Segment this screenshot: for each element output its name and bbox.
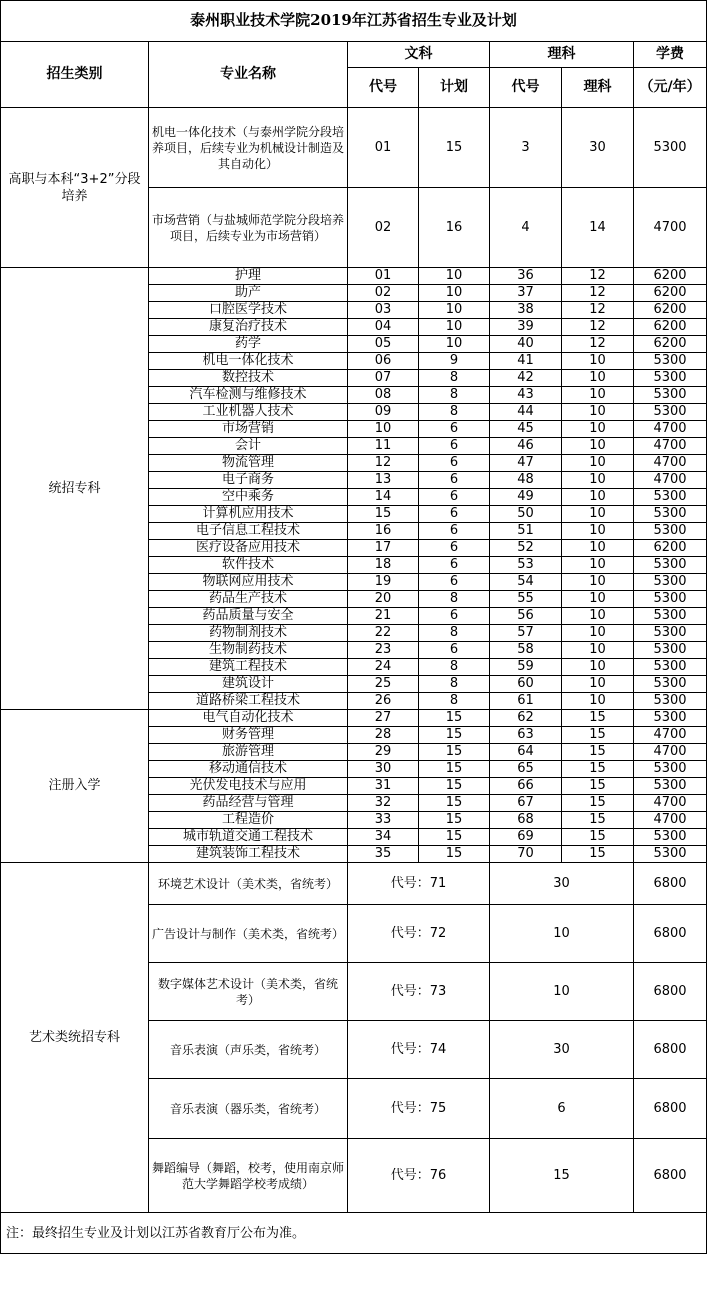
major-name: 环境艺术设计（美术类，省统考） bbox=[149, 863, 348, 905]
wenke-code: 09 bbox=[348, 404, 419, 421]
table-row bbox=[1, 108, 707, 188]
major-name: 机电一体化技术 bbox=[149, 353, 348, 370]
like-plan: 12 bbox=[562, 319, 634, 336]
like-plan: 10 bbox=[562, 540, 634, 557]
like-plan: 10 bbox=[562, 676, 634, 693]
like-plan: 10 bbox=[562, 591, 634, 608]
like-code: 44 bbox=[490, 404, 562, 421]
tuition-fee: 6800 bbox=[634, 863, 707, 905]
wenke-code: 26 bbox=[348, 693, 419, 710]
wenke-code: 01 bbox=[348, 268, 419, 285]
tuition-fee: 5300 bbox=[634, 676, 707, 693]
major-name: 会计 bbox=[149, 438, 348, 455]
like-code: 45 bbox=[490, 421, 562, 438]
wenke-code: 34 bbox=[348, 829, 419, 846]
like-code: 41 bbox=[490, 353, 562, 370]
wenke-plan: 6 bbox=[419, 557, 490, 574]
header-like: 理科 bbox=[490, 42, 634, 68]
major-name: 旅游管理 bbox=[149, 744, 348, 761]
wenke-code: 02 bbox=[348, 285, 419, 302]
major-name: 音乐表演（声乐类，省统考） bbox=[149, 1021, 348, 1079]
like-plan: 10 bbox=[562, 353, 634, 370]
wenke-code: 13 bbox=[348, 472, 419, 489]
art-plan: 6 bbox=[490, 1079, 634, 1139]
tuition-fee: 4700 bbox=[634, 455, 707, 472]
tuition-fee: 5300 bbox=[634, 557, 707, 574]
like-code: 66 bbox=[490, 778, 562, 795]
tuition-fee: 5300 bbox=[634, 353, 707, 370]
wenke-code: 33 bbox=[348, 812, 419, 829]
wenke-plan: 15 bbox=[419, 744, 490, 761]
wenke-plan: 9 bbox=[419, 353, 490, 370]
wenke-plan: 15 bbox=[419, 710, 490, 727]
wenke-plan: 6 bbox=[419, 540, 490, 557]
like-code: 47 bbox=[490, 455, 562, 472]
major-name: 生物制药技术 bbox=[149, 642, 348, 659]
major-name: 电子信息工程技术 bbox=[149, 523, 348, 540]
tuition-fee: 5300 bbox=[634, 846, 707, 863]
tuition-fee: 5300 bbox=[634, 642, 707, 659]
wenke-plan: 8 bbox=[419, 591, 490, 608]
like-plan: 10 bbox=[562, 421, 634, 438]
like-code: 65 bbox=[490, 761, 562, 778]
like-code: 58 bbox=[490, 642, 562, 659]
wenke-code: 17 bbox=[348, 540, 419, 557]
major-name: 建筑设计 bbox=[149, 676, 348, 693]
wenke-code: 22 bbox=[348, 625, 419, 642]
like-code: 53 bbox=[490, 557, 562, 574]
wenke-plan: 6 bbox=[419, 455, 490, 472]
wenke-code: 02 bbox=[348, 188, 419, 268]
like-code: 64 bbox=[490, 744, 562, 761]
tuition-fee: 4700 bbox=[634, 744, 707, 761]
tuition-fee: 4700 bbox=[634, 438, 707, 455]
like-code: 43 bbox=[490, 387, 562, 404]
wenke-plan: 15 bbox=[419, 727, 490, 744]
tuition-fee: 5300 bbox=[634, 506, 707, 523]
wenke-plan: 6 bbox=[419, 506, 490, 523]
major-name: 汽车检测与维修技术 bbox=[149, 387, 348, 404]
like-plan: 12 bbox=[562, 268, 634, 285]
like-plan: 10 bbox=[562, 557, 634, 574]
major-name: 医疗设备应用技术 bbox=[149, 540, 348, 557]
like-plan: 10 bbox=[562, 404, 634, 421]
tuition-fee: 4700 bbox=[634, 421, 707, 438]
art-plan: 30 bbox=[490, 1021, 634, 1079]
art-code: 代号：72 bbox=[348, 905, 490, 963]
like-plan: 15 bbox=[562, 812, 634, 829]
tuition-fee: 5300 bbox=[634, 108, 707, 188]
wenke-plan: 15 bbox=[419, 829, 490, 846]
like-code: 50 bbox=[490, 506, 562, 523]
like-code: 40 bbox=[490, 336, 562, 353]
table-row bbox=[1, 710, 707, 727]
tuition-fee: 5300 bbox=[634, 608, 707, 625]
tuition-fee: 5300 bbox=[634, 387, 707, 404]
wenke-plan: 15 bbox=[419, 812, 490, 829]
tuition-fee: 5300 bbox=[634, 489, 707, 506]
wenke-plan: 6 bbox=[419, 421, 490, 438]
tuition-fee: 5300 bbox=[634, 625, 707, 642]
wenke-code: 25 bbox=[348, 676, 419, 693]
major-name: 电气自动化技术 bbox=[149, 710, 348, 727]
like-code: 49 bbox=[490, 489, 562, 506]
tuition-fee: 4700 bbox=[634, 188, 707, 268]
like-code: 67 bbox=[490, 795, 562, 812]
wenke-plan: 6 bbox=[419, 489, 490, 506]
tuition-fee: 6800 bbox=[634, 1139, 707, 1213]
tuition-fee: 5300 bbox=[634, 523, 707, 540]
category-cell: 注册入学 bbox=[1, 710, 149, 863]
like-plan: 10 bbox=[562, 370, 634, 387]
like-plan: 12 bbox=[562, 285, 634, 302]
art-plan: 10 bbox=[490, 963, 634, 1021]
tuition-fee: 4700 bbox=[634, 727, 707, 744]
major-name: 物流管理 bbox=[149, 455, 348, 472]
wenke-code: 19 bbox=[348, 574, 419, 591]
major-name: 移动通信技术 bbox=[149, 761, 348, 778]
major-name: 药品经营与管理 bbox=[149, 795, 348, 812]
wenke-code: 04 bbox=[348, 319, 419, 336]
like-code: 56 bbox=[490, 608, 562, 625]
major-name: 空中乘务 bbox=[149, 489, 348, 506]
major-name: 助产 bbox=[149, 285, 348, 302]
wenke-plan: 6 bbox=[419, 472, 490, 489]
tuition-fee: 6200 bbox=[634, 302, 707, 319]
header-wenke-plan: 计划 bbox=[419, 68, 490, 108]
wenke-plan: 10 bbox=[419, 302, 490, 319]
wenke-code: 07 bbox=[348, 370, 419, 387]
major-name: 舞蹈编导（舞蹈，校考，使用南京师范大学舞蹈学校考成绩） bbox=[149, 1139, 348, 1213]
wenke-code: 24 bbox=[348, 659, 419, 676]
wenke-code: 16 bbox=[348, 523, 419, 540]
wenke-code: 27 bbox=[348, 710, 419, 727]
wenke-code: 05 bbox=[348, 336, 419, 353]
tuition-fee: 5300 bbox=[634, 591, 707, 608]
wenke-code: 21 bbox=[348, 608, 419, 625]
tuition-fee: 6800 bbox=[634, 905, 707, 963]
tuition-fee: 5300 bbox=[634, 574, 707, 591]
major-name: 康复治疗技术 bbox=[149, 319, 348, 336]
header-wenke-code: 代号 bbox=[348, 68, 419, 108]
tuition-fee: 4700 bbox=[634, 812, 707, 829]
like-plan: 10 bbox=[562, 438, 634, 455]
tuition-fee: 5300 bbox=[634, 778, 707, 795]
like-code: 62 bbox=[490, 710, 562, 727]
major-name: 数字媒体艺术设计（美术类，省统考） bbox=[149, 963, 348, 1021]
like-plan: 15 bbox=[562, 829, 634, 846]
like-plan: 10 bbox=[562, 455, 634, 472]
like-code: 60 bbox=[490, 676, 562, 693]
wenke-plan: 6 bbox=[419, 574, 490, 591]
category-cell: 高职与本科“3+2”分段培养 bbox=[1, 108, 149, 268]
wenke-plan: 10 bbox=[419, 336, 490, 353]
wenke-code: 23 bbox=[348, 642, 419, 659]
like-plan: 15 bbox=[562, 761, 634, 778]
like-plan: 10 bbox=[562, 642, 634, 659]
like-code: 39 bbox=[490, 319, 562, 336]
tuition-fee: 6200 bbox=[634, 336, 707, 353]
like-plan: 10 bbox=[562, 574, 634, 591]
like-code: 61 bbox=[490, 693, 562, 710]
like-plan: 10 bbox=[562, 472, 634, 489]
wenke-code: 12 bbox=[348, 455, 419, 472]
category-cell: 统招专科 bbox=[1, 268, 149, 710]
header-major: 专业名称 bbox=[149, 42, 348, 108]
like-code: 59 bbox=[490, 659, 562, 676]
header-like-plan: 理科 bbox=[562, 68, 634, 108]
art-plan: 10 bbox=[490, 905, 634, 963]
wenke-plan: 6 bbox=[419, 608, 490, 625]
tuition-fee: 4700 bbox=[634, 795, 707, 812]
major-name: 财务管理 bbox=[149, 727, 348, 744]
major-name: 电子商务 bbox=[149, 472, 348, 489]
major-name: 广告设计与制作（美术类，省统考） bbox=[149, 905, 348, 963]
major-name: 药品生产技术 bbox=[149, 591, 348, 608]
major-name: 光伏发电技术与应用 bbox=[149, 778, 348, 795]
tuition-fee: 6800 bbox=[634, 1079, 707, 1139]
wenke-plan: 15 bbox=[419, 846, 490, 863]
wenke-code: 30 bbox=[348, 761, 419, 778]
wenke-plan: 6 bbox=[419, 438, 490, 455]
wenke-code: 35 bbox=[348, 846, 419, 863]
like-code: 55 bbox=[490, 591, 562, 608]
header-category: 招生类别 bbox=[1, 42, 149, 108]
like-code: 51 bbox=[490, 523, 562, 540]
header-fee: 学费 bbox=[634, 42, 707, 68]
wenke-plan: 8 bbox=[419, 625, 490, 642]
art-plan: 15 bbox=[490, 1139, 634, 1213]
major-name: 工程造价 bbox=[149, 812, 348, 829]
wenke-plan: 15 bbox=[419, 108, 490, 188]
like-code: 48 bbox=[490, 472, 562, 489]
major-name: 药学 bbox=[149, 336, 348, 353]
major-name: 软件技术 bbox=[149, 557, 348, 574]
table-row bbox=[1, 863, 707, 905]
major-name: 药品质量与安全 bbox=[149, 608, 348, 625]
wenke-plan: 10 bbox=[419, 319, 490, 336]
like-plan: 10 bbox=[562, 489, 634, 506]
wenke-code: 15 bbox=[348, 506, 419, 523]
table-row bbox=[1, 268, 707, 285]
like-code: 36 bbox=[490, 268, 562, 285]
like-plan: 15 bbox=[562, 710, 634, 727]
header-fee-unit: （元/年） bbox=[634, 68, 707, 108]
header-like-code: 代号 bbox=[490, 68, 562, 108]
tuition-fee: 6200 bbox=[634, 268, 707, 285]
wenke-plan: 8 bbox=[419, 404, 490, 421]
like-code: 70 bbox=[490, 846, 562, 863]
like-code: 54 bbox=[490, 574, 562, 591]
wenke-code: 20 bbox=[348, 591, 419, 608]
tuition-fee: 6200 bbox=[634, 319, 707, 336]
like-plan: 10 bbox=[562, 693, 634, 710]
wenke-plan: 15 bbox=[419, 795, 490, 812]
like-plan: 10 bbox=[562, 523, 634, 540]
like-plan: 15 bbox=[562, 846, 634, 863]
major-name: 计算机应用技术 bbox=[149, 506, 348, 523]
tuition-fee: 6800 bbox=[634, 963, 707, 1021]
like-code: 42 bbox=[490, 370, 562, 387]
like-plan: 15 bbox=[562, 744, 634, 761]
tuition-fee: 5300 bbox=[634, 829, 707, 846]
wenke-code: 31 bbox=[348, 778, 419, 795]
art-plan: 30 bbox=[490, 863, 634, 905]
wenke-code: 03 bbox=[348, 302, 419, 319]
like-plan: 12 bbox=[562, 336, 634, 353]
like-plan: 12 bbox=[562, 302, 634, 319]
major-name: 物联网应用技术 bbox=[149, 574, 348, 591]
tuition-fee: 5300 bbox=[634, 659, 707, 676]
wenke-code: 11 bbox=[348, 438, 419, 455]
wenke-plan: 10 bbox=[419, 268, 490, 285]
like-code: 46 bbox=[490, 438, 562, 455]
major-name: 药物制剂技术 bbox=[149, 625, 348, 642]
wenke-code: 32 bbox=[348, 795, 419, 812]
wenke-plan: 16 bbox=[419, 188, 490, 268]
like-plan: 10 bbox=[562, 506, 634, 523]
like-code: 3 bbox=[490, 108, 562, 188]
like-plan: 10 bbox=[562, 387, 634, 404]
major-name: 城市轨道交通工程技术 bbox=[149, 829, 348, 846]
wenke-code: 06 bbox=[348, 353, 419, 370]
tuition-fee: 6800 bbox=[634, 1021, 707, 1079]
tuition-fee: 5300 bbox=[634, 370, 707, 387]
like-code: 4 bbox=[490, 188, 562, 268]
major-name: 工业机器人技术 bbox=[149, 404, 348, 421]
wenke-code: 01 bbox=[348, 108, 419, 188]
wenke-code: 14 bbox=[348, 489, 419, 506]
major-name: 护理 bbox=[149, 268, 348, 285]
like-plan: 10 bbox=[562, 608, 634, 625]
major-name: 建筑装饰工程技术 bbox=[149, 846, 348, 863]
wenke-plan: 8 bbox=[419, 659, 490, 676]
like-plan: 10 bbox=[562, 625, 634, 642]
tuition-fee: 5300 bbox=[634, 693, 707, 710]
major-name: 市场营销（与盐城师范学院分段培养项目，后续专业为市场营销） bbox=[149, 188, 348, 268]
tuition-fee: 6200 bbox=[634, 540, 707, 557]
like-plan: 15 bbox=[562, 778, 634, 795]
wenke-plan: 15 bbox=[419, 778, 490, 795]
like-plan: 15 bbox=[562, 795, 634, 812]
art-code: 代号：76 bbox=[348, 1139, 490, 1213]
wenke-plan: 8 bbox=[419, 387, 490, 404]
major-name: 建筑工程技术 bbox=[149, 659, 348, 676]
wenke-plan: 15 bbox=[419, 761, 490, 778]
note-row bbox=[1, 1213, 707, 1254]
like-plan: 30 bbox=[562, 108, 634, 188]
like-plan: 14 bbox=[562, 188, 634, 268]
like-code: 37 bbox=[490, 285, 562, 302]
wenke-plan: 6 bbox=[419, 642, 490, 659]
like-code: 68 bbox=[490, 812, 562, 829]
wenke-plan: 8 bbox=[419, 370, 490, 387]
tuition-fee: 4700 bbox=[634, 472, 707, 489]
art-code: 代号：71 bbox=[348, 863, 490, 905]
tuition-fee: 6200 bbox=[634, 285, 707, 302]
wenke-code: 18 bbox=[348, 557, 419, 574]
like-code: 63 bbox=[490, 727, 562, 744]
wenke-plan: 8 bbox=[419, 693, 490, 710]
like-plan: 15 bbox=[562, 727, 634, 744]
tuition-fee: 5300 bbox=[634, 761, 707, 778]
major-name: 音乐表演（器乐类，省统考） bbox=[149, 1079, 348, 1139]
wenke-code: 10 bbox=[348, 421, 419, 438]
page-title: 泰州职业技术学院2019年江苏省招生专业及计划 bbox=[1, 1, 707, 42]
tuition-fee: 5300 bbox=[634, 710, 707, 727]
like-plan: 10 bbox=[562, 659, 634, 676]
major-name: 口腔医学技术 bbox=[149, 302, 348, 319]
wenke-plan: 8 bbox=[419, 676, 490, 693]
like-code: 57 bbox=[490, 625, 562, 642]
major-name: 市场营销 bbox=[149, 421, 348, 438]
wenke-plan: 10 bbox=[419, 285, 490, 302]
like-code: 69 bbox=[490, 829, 562, 846]
major-name: 机电一体化技术（与泰州学院分段培养项目，后续专业为机械设计制造及其自动化） bbox=[149, 108, 348, 188]
wenke-code: 08 bbox=[348, 387, 419, 404]
header-wenke: 文科 bbox=[348, 42, 490, 68]
wenke-plan: 6 bbox=[419, 523, 490, 540]
art-code: 代号：75 bbox=[348, 1079, 490, 1139]
major-name: 数控技术 bbox=[149, 370, 348, 387]
art-code: 代号：73 bbox=[348, 963, 490, 1021]
like-code: 38 bbox=[490, 302, 562, 319]
wenke-code: 29 bbox=[348, 744, 419, 761]
like-code: 52 bbox=[490, 540, 562, 557]
wenke-code: 28 bbox=[348, 727, 419, 744]
category-cell: 艺术类统招专科 bbox=[1, 863, 149, 1213]
footnote: 注：最终招生专业及计划以江苏省教育厅公布为准。 bbox=[1, 1213, 707, 1254]
tuition-fee: 5300 bbox=[634, 404, 707, 421]
major-name: 道路桥梁工程技术 bbox=[149, 693, 348, 710]
art-code: 代号：74 bbox=[348, 1021, 490, 1079]
